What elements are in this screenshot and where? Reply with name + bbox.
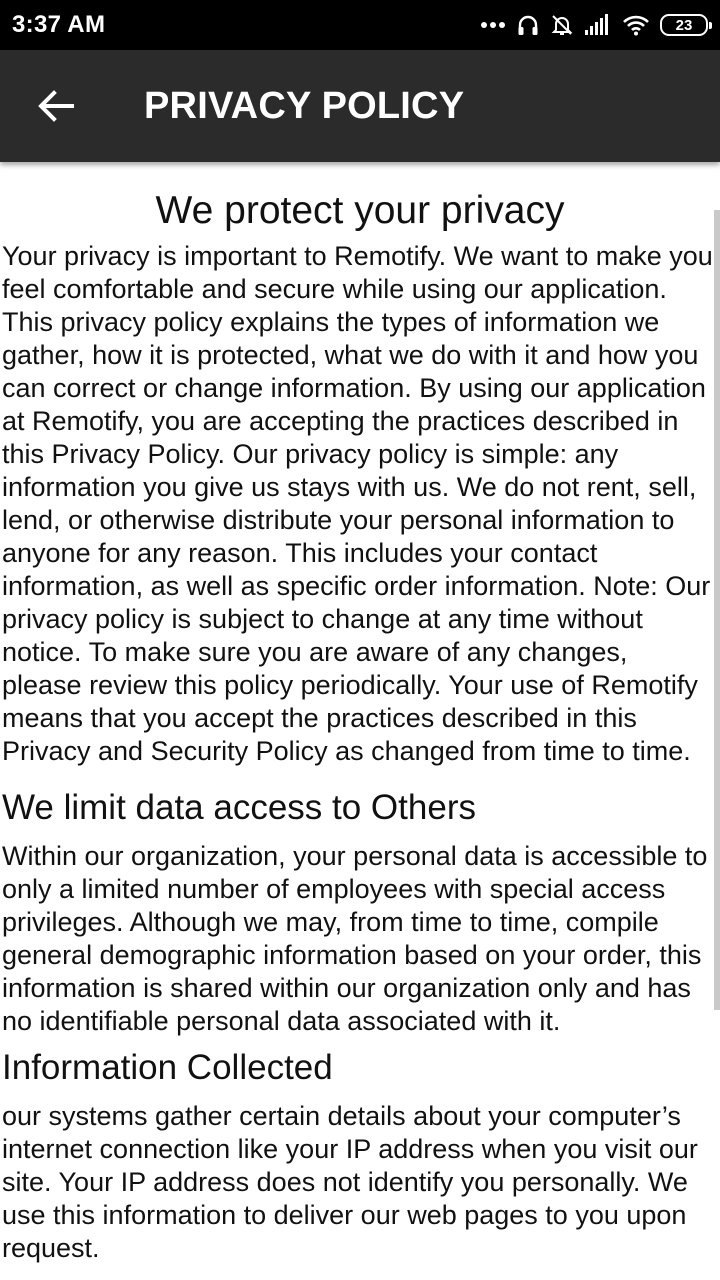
arrow-left-icon <box>38 90 74 122</box>
app-bar <box>0 50 720 162</box>
signal-icon <box>584 14 612 36</box>
scrollbar[interactable] <box>714 210 720 1010</box>
heading-protect-privacy: We protect your privacy <box>155 189 565 232</box>
battery-icon <box>660 14 708 36</box>
status-icons <box>480 13 708 37</box>
intro-paragraph: Your privacy is important to Remotify. We want to make you feel comfortable and secure while using our application. This privacy policy explains the types of information we gather, how it is protected, what we do with it and how you can correct or change information. By using our application at Remotify, you are accepting the practices described in this Privacy Policy. Our privacy policy is simple: any information you give us stays with us. We do not rent, sell, lend, or otherwise distribute your personal information to anyone for any reason. This includes your contact information, as well as specific order information. Note: Our privacy policy is subject to change at any time without notice. To make sure you are aware of any changes, please review this policy periodically. Your use of Remotify means that you accept the practices described in this Privacy and Security Policy as changed from time to time. <box>2 241 713 766</box>
heading-limit-access: We limit data access to Others <box>2 788 476 827</box>
status-bar <box>0 0 720 50</box>
page-title: PRIVACY POLICY <box>144 84 465 127</box>
battery-level: 23 <box>675 16 693 34</box>
back-button[interactable] <box>0 50 112 162</box>
policy-content[interactable] <box>0 162 720 1280</box>
headphones-icon <box>516 13 540 37</box>
heading-information-collected: Information Collected <box>2 1048 333 1087</box>
more-dots-icon <box>480 21 506 29</box>
bell-muted-icon <box>550 13 574 37</box>
access-paragraph: Within our organization, your personal data is accessible to only a limited number of employees with special access privileges. Although we may, from time to time, compile general demographic information based on your order, this information is shared within our organization only and has no identifiable personal data associated with it. <box>2 841 708 1036</box>
wifi-icon <box>622 14 650 36</box>
status-time: 3:37 AM <box>12 11 106 38</box>
collected-paragraph: our systems gather certain details about your computer’s internet connection like your IP address when you visit our site. Your IP address does not identify you personally. We use this information to deliver our web pages to you upon request. <box>2 1101 698 1263</box>
